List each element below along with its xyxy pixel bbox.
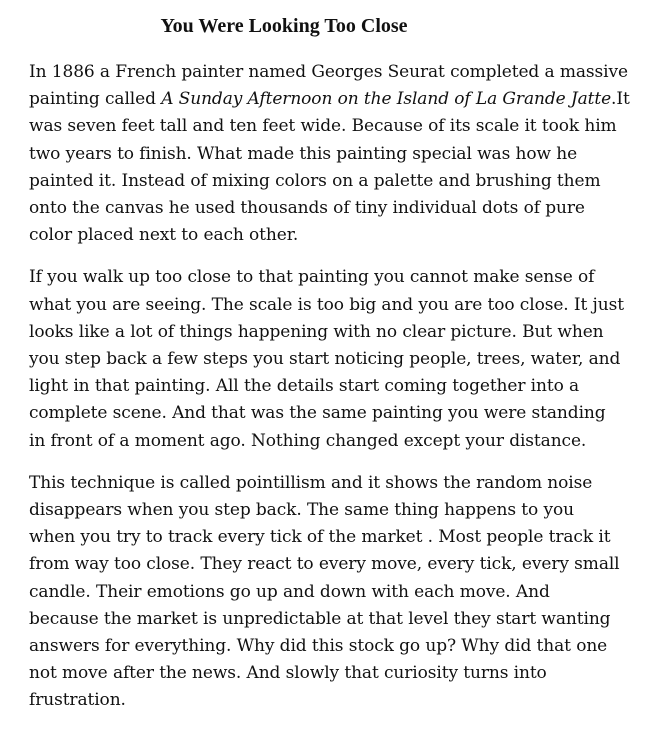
paragraph-line: color placed next to each other. (29, 225, 299, 246)
paragraph-line: not move after the news. And slowly that curiosity turns into (29, 663, 547, 684)
paragraph-line: what you are seeing. The scale is too big and you are too close. It just (29, 294, 624, 315)
document-page (29, 12, 629, 715)
paragraph-line: answers for everything. Why did this stock go up? Why did that one (29, 636, 608, 657)
paragraph-line: In 1886 a French painter named Georges Seurat completed a massive (29, 62, 628, 82)
paragraph-line: looks like a lot of things happening with no clear picture. But when (29, 321, 604, 342)
paragraph-line: light in that painting. All the details start coming together into a (29, 376, 580, 397)
paragraph-line: This technique is called pointillism and it shows the random noise (29, 472, 593, 493)
paragraph-line: two years to finish. What made this painting special was how he (29, 143, 578, 164)
paragraph-line: frustration. (29, 690, 126, 711)
paragraph-line: you step back a few steps you start noticing people, trees, water, and (29, 349, 621, 370)
paragraph-line: onto the canvas he used thousands of tiny individual dots of pure (29, 198, 585, 219)
document-title: You Were Looking Too Close (160, 15, 408, 37)
paragraph-line: If you walk up too close to that painting you cannot make sense of (29, 267, 595, 288)
paragraph-3 (29, 470, 629, 715)
paragraph-line: in front of a moment ago. Nothing changed except your distance. (29, 430, 587, 451)
paragraph-line: disappears when you step back. The same thing happens to you (29, 500, 574, 521)
painting-title: A Sunday Afternoon on the Island of La Grande Jatte (161, 89, 612, 110)
paragraph-text: .It (611, 89, 630, 110)
paragraph-2 (29, 264, 629, 454)
paragraph-line: candle. Their emotions go up and down with each move. And (29, 581, 550, 602)
paragraph-text: painting called (29, 89, 162, 110)
paragraph-line: complete scene. And that was the same painting you were standing (29, 403, 606, 424)
paragraph-line: from way too close. They react to every move, every tick, every small (29, 554, 620, 575)
paragraph-line: because the market is unpredictable at that level they start wanting (29, 608, 611, 629)
paragraph-line (29, 86, 629, 113)
paragraph-line: painted it. Instead of mixing colors on a palette and brushing them (29, 170, 601, 191)
paragraph-line: was seven feet tall and ten feet wide. Because of its scale it took him (29, 116, 617, 137)
paragraph-1 (29, 59, 629, 249)
paragraph-line: when you try to track every tick of the market . Most people track it (29, 527, 611, 548)
